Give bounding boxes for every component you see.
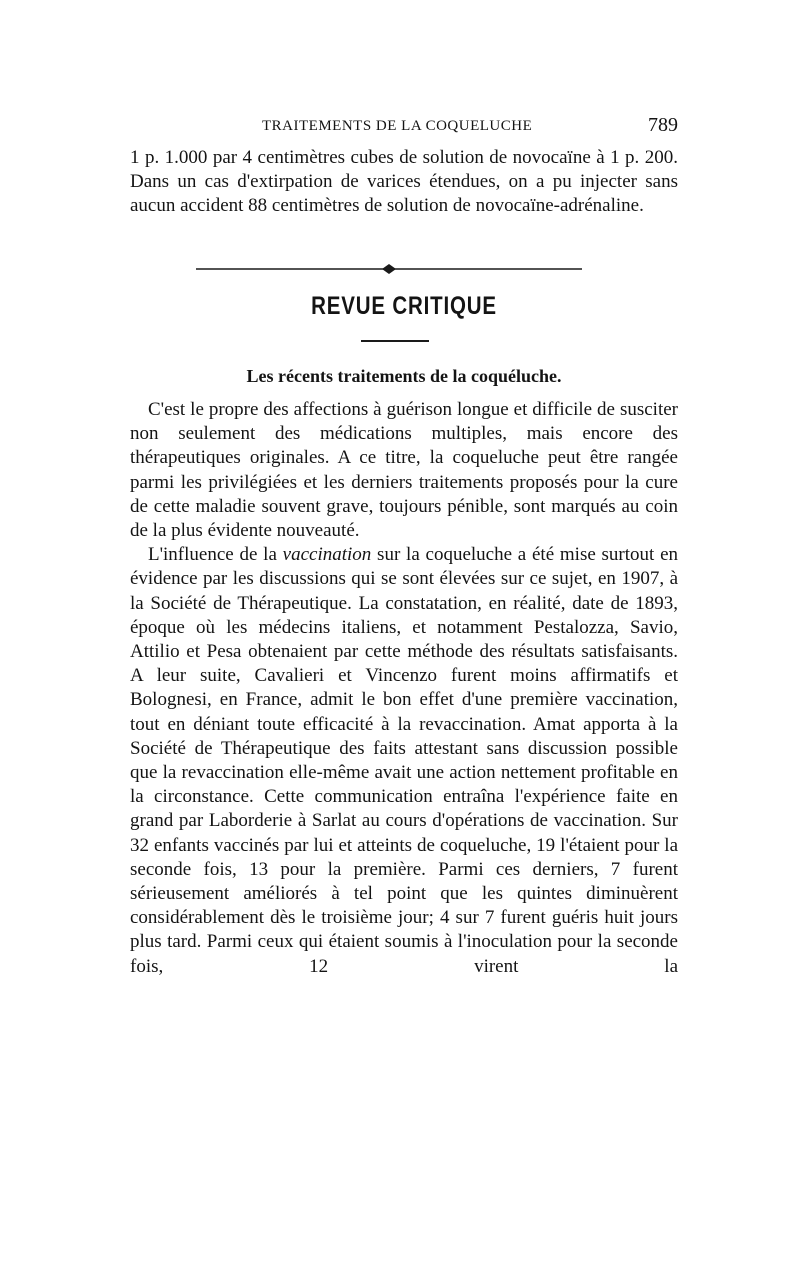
section-title: REVUE CRITIQUE — [311, 292, 497, 320]
title-underline-rule — [361, 340, 429, 342]
article-body — [130, 398, 678, 979]
book-page — [130, 0, 678, 1262]
page-number: 789 — [648, 114, 678, 136]
running-title: TRAITEMENTS DE LA COQUELUCHE — [262, 118, 533, 134]
paragraph-2-rest: sur la coqueluche a été mise surtout en évidence par les discussions qui se sont élevées sur ce sujet, en 1907, à la Société de Thérapeutique. La constatation, en réalité, date de 1893, époque où les médecins italiens, et notamment Pestalozza, Savio, Attilio et Pesa obtenaient par cette méthode des résultats satisfaisants. A leur suite, Cavalieri et Vincenzo furent moins affirmatifs et Bolognesi, en France, admit le bon effet d'une première vaccination, tout en déniant toute efficacité à la revaccination. Amat apporta à la Société de Thérapeutique des faits attestant sans discussion possible que la revaccination elle-même avait une action nettement profitable en la circonstance. Cette communication entraîna l'expérience faite en grand par Laborderie à Sarlat au cours d'opérations de vaccination. Sur 32 enfants vaccinés par lui et atteints de coqueluche, 19 l'étaient pour la seconde fois, 13 pour la première. Parmi ces derniers, 7 furent sérieusement améliorés à tel point que les quintes diminuèrent considérablement dès le troisième jour; 4 sur 7 furent guéris huit jours plus tard. Parmi ceux qui étaient soumis à l'inoculation pour la seconde fois, 12 virent la — [130, 544, 679, 977]
body-paragraph-2 — [130, 543, 678, 979]
intro-paragraph: 1 p. 1.000 par 4 centimètres cubes de solution de novocaïne à 1 p. 200. Dans un cas d'extirpation de varices étendues, on a pu injecter sans aucun accident 88 centimètres de solution de novocaïne-adrénaline. — [130, 147, 678, 217]
body-paragraph-1: C'est le propre des affections à guérison longue et difficile de susciter non seulement des médications multiples, mais encore des thérapeutiques originales. A ce titre, la coqueluche peut être rangée parmi les privilégiées et les derniers traitements proposés pour la cure de cette maladie souvent grave, toujours pénible, sont marqués au coin de la plus évidente nouveauté. — [130, 399, 678, 542]
paragraph-2-lead: L'influence de la — [148, 544, 283, 566]
running-header — [130, 114, 678, 140]
intro-paragraph-block — [130, 146, 678, 219]
article-subtitle: Les récents traitements de la coquéluche. — [246, 366, 562, 386]
section-divider-ornament — [196, 264, 582, 274]
vaccination-term: vaccination — [282, 544, 372, 566]
